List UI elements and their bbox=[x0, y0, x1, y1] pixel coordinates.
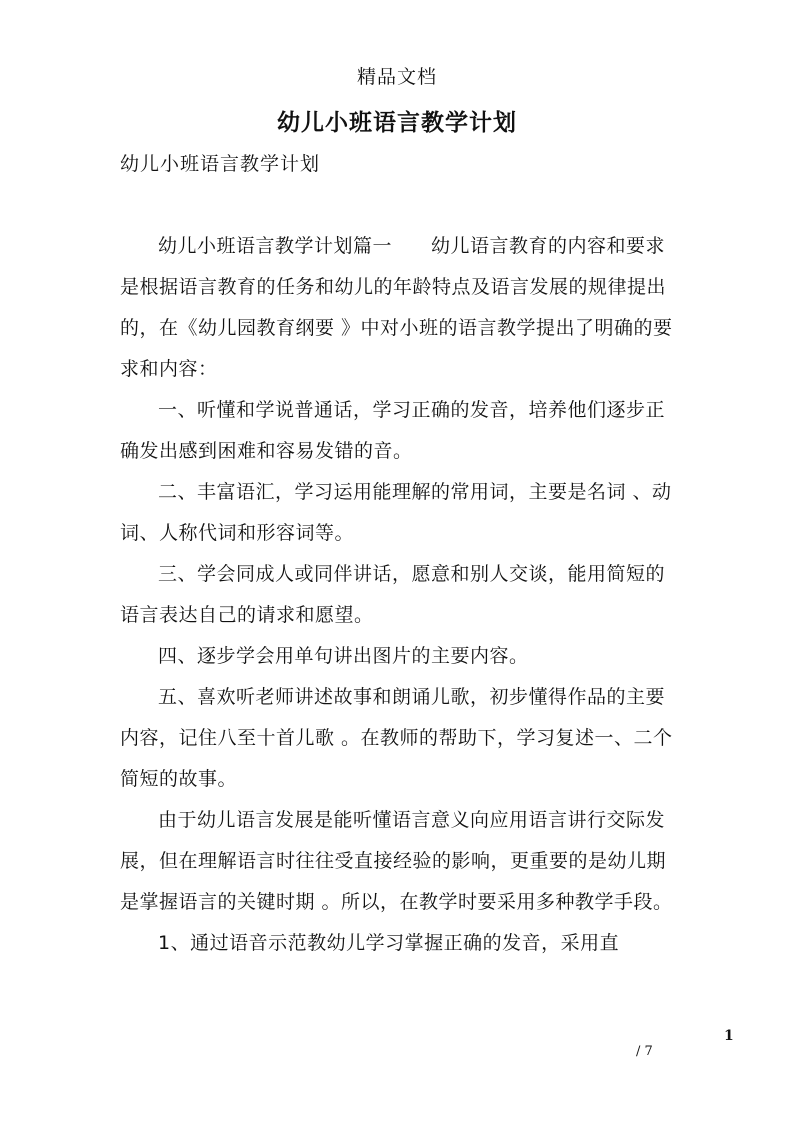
paragraph-item-2: 二、丰富语汇，学习运用能理解的常用词，主要是名词 、动词、人称代词和形容词等。 bbox=[120, 481, 672, 544]
paragraph-item-4: 四、逐步学会用单句讲出图片的主要内容。 bbox=[158, 645, 529, 667]
paragraph-method-1: 1、通过语音示范教幼儿学习掌握正确的发音，采用直 bbox=[158, 932, 620, 954]
document-title: 幼儿小班语言教学计划 bbox=[277, 110, 517, 136]
document-body bbox=[120, 226, 680, 964]
paragraph-item-5: 五、喜欢听老师讲述故事和朗诵儿歌，初步懂得作品的主要内容，记住八至十首儿歌 。在教师的帮助下，学习复述一、二个简短的故事。 bbox=[120, 686, 673, 790]
paragraph-methods: 由于幼儿语言发展是能听懂语言意义向应用语言讲行交际发展，但在理解语言时往往受直接经验的影响，更重要的是幼儿期是掌握语言的关键时期 。所以，在教学时要采用多种教学手段。 bbox=[120, 809, 673, 913]
page-total: / 7 bbox=[636, 1044, 653, 1059]
paragraph-item-3: 三、学会同成人或同伴讲话，愿意和别人交谈，能用简短的语言表达自己的请求和愿望。 bbox=[120, 563, 666, 626]
paragraph-intro: 幼儿小班语言教学计划篇一 幼儿语言教育的内容和要求是根据语言教育的任务和幼儿的年龄特点及语言发展的规律提出的，在《幼儿园教育纲要 》中对小班的语言教学提出了明确的要求和内容： bbox=[120, 235, 673, 380]
page-header: 精品文档 bbox=[356, 66, 437, 88]
page-number: 1 bbox=[724, 1028, 734, 1044]
document-subtitle: 幼儿小班语言教学计划 bbox=[120, 153, 321, 175]
paragraph-item-1: 一、听懂和学说普通话，学习正确的发音，培养他们逐步正确发出感到困难和容易发错的音。 bbox=[120, 399, 666, 462]
